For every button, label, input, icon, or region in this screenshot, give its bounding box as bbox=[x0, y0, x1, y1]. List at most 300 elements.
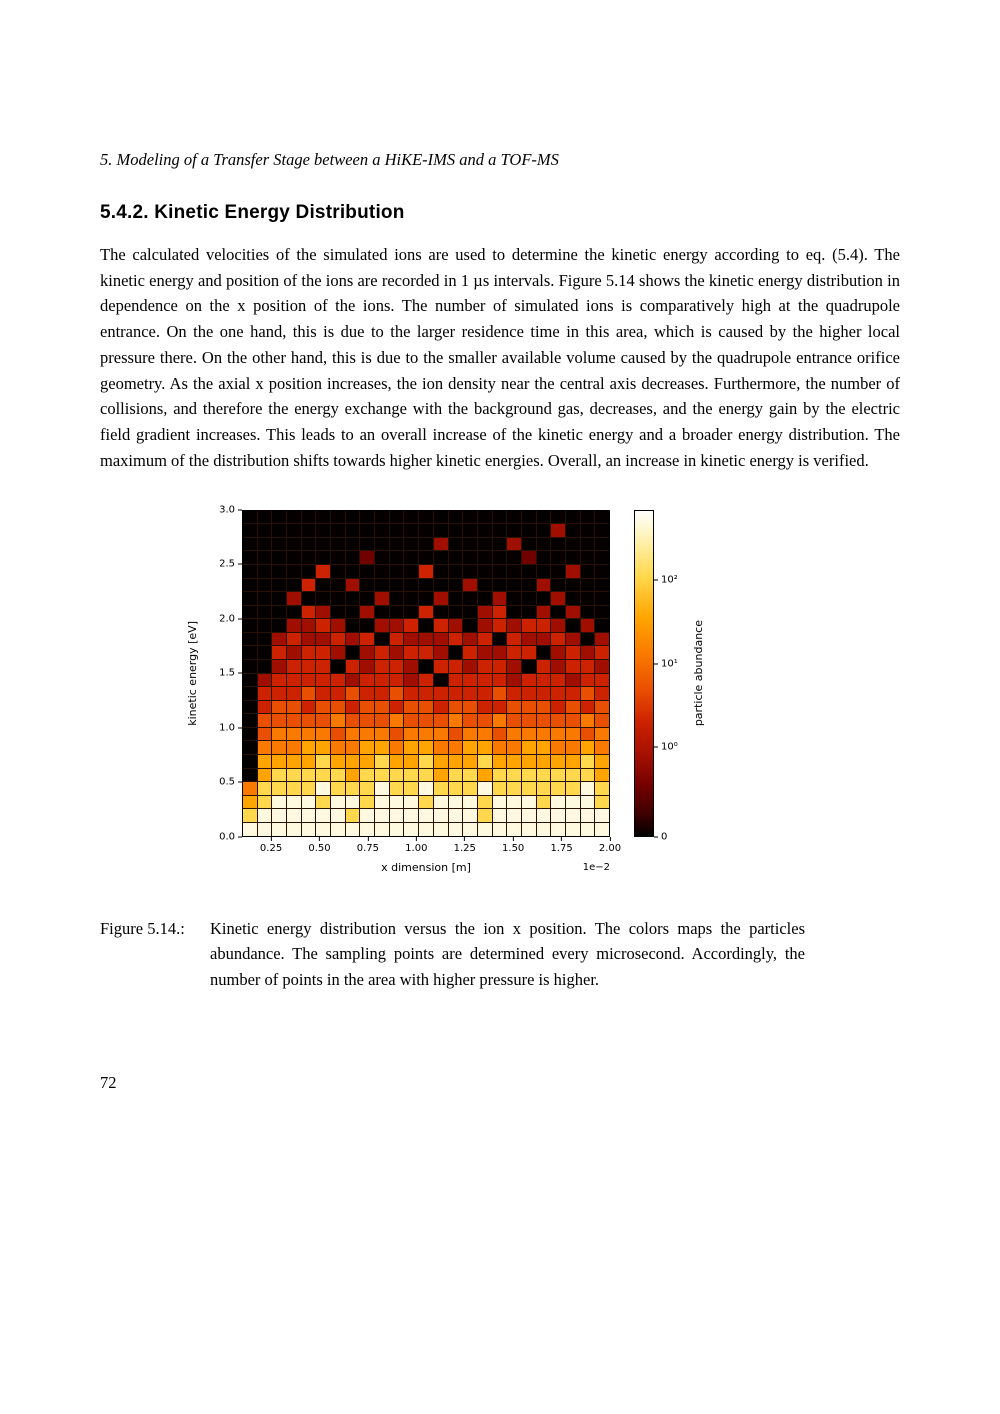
heatmap-cell bbox=[595, 511, 609, 524]
x-tick-label: 2.00 bbox=[599, 837, 621, 854]
heatmap-cell bbox=[287, 646, 301, 659]
heatmap-cell bbox=[566, 674, 580, 687]
heatmap-cell bbox=[287, 538, 301, 551]
heatmap-cell bbox=[258, 728, 272, 741]
heatmap-cell bbox=[390, 674, 404, 687]
heatmap-cell bbox=[493, 538, 507, 551]
heatmap-cell bbox=[258, 538, 272, 551]
heatmap-cell bbox=[419, 782, 433, 795]
heatmap-cell bbox=[302, 511, 316, 524]
heatmap-cell bbox=[375, 728, 389, 741]
heatmap-cell bbox=[287, 660, 301, 673]
heatmap-cell bbox=[595, 741, 609, 754]
heatmap-cell bbox=[449, 592, 463, 605]
heatmap-cell bbox=[419, 538, 433, 551]
heatmap-cell bbox=[507, 592, 521, 605]
heatmap-cell bbox=[360, 606, 374, 619]
heatmap-cell bbox=[272, 809, 286, 822]
heatmap-cell bbox=[595, 579, 609, 592]
heatmap-cell bbox=[493, 674, 507, 687]
heatmap-cell bbox=[566, 714, 580, 727]
x-axis-label-row bbox=[242, 861, 610, 874]
heatmap-cell bbox=[581, 714, 595, 727]
heatmap-cell bbox=[463, 579, 477, 592]
heatmap-cell bbox=[551, 728, 565, 741]
heatmap-cell bbox=[316, 551, 330, 564]
heatmap-cell bbox=[434, 687, 448, 700]
heatmap-cell bbox=[434, 511, 448, 524]
heatmap-cell bbox=[581, 524, 595, 537]
heatmap-cell bbox=[375, 674, 389, 687]
heatmap-chart bbox=[186, 504, 900, 874]
heatmap-cell bbox=[537, 741, 551, 754]
heatmap-cell bbox=[449, 823, 463, 836]
heatmap-cell bbox=[434, 660, 448, 673]
heatmap-cell bbox=[360, 701, 374, 714]
heatmap-cell bbox=[581, 633, 595, 646]
heatmap-cell bbox=[507, 782, 521, 795]
heatmap-cell bbox=[493, 728, 507, 741]
heatmap-cell bbox=[331, 687, 345, 700]
heatmap-cell bbox=[419, 592, 433, 605]
heatmap-cell bbox=[478, 674, 492, 687]
heatmap-grid bbox=[243, 511, 609, 836]
heatmap-cell bbox=[404, 538, 418, 551]
heatmap-cell bbox=[419, 674, 433, 687]
heatmap-cell bbox=[243, 809, 257, 822]
heatmap-cell bbox=[493, 769, 507, 782]
heatmap-cell bbox=[316, 741, 330, 754]
heatmap-cell bbox=[258, 551, 272, 564]
heatmap-cell bbox=[478, 701, 492, 714]
heatmap-cell bbox=[478, 592, 492, 605]
heatmap-cell bbox=[581, 538, 595, 551]
heatmap-cell bbox=[419, 701, 433, 714]
heatmap-cell bbox=[507, 633, 521, 646]
heatmap-cell bbox=[595, 728, 609, 741]
heatmap-cell bbox=[404, 714, 418, 727]
heatmap-cell bbox=[243, 660, 257, 673]
heatmap-cell bbox=[302, 687, 316, 700]
heatmap-cell bbox=[595, 714, 609, 727]
heatmap-cell bbox=[478, 796, 492, 809]
heatmap-cell bbox=[375, 755, 389, 768]
heatmap-cell bbox=[537, 769, 551, 782]
heatmap-cell bbox=[463, 769, 477, 782]
heatmap-cell bbox=[537, 660, 551, 673]
heatmap-cell bbox=[316, 687, 330, 700]
heatmap-cell bbox=[316, 592, 330, 605]
heatmap-cell bbox=[302, 728, 316, 741]
heatmap-cell bbox=[258, 592, 272, 605]
heatmap-cell bbox=[360, 823, 374, 836]
heatmap-cell bbox=[316, 511, 330, 524]
heatmap-cell bbox=[493, 809, 507, 822]
heatmap-cell bbox=[302, 538, 316, 551]
heatmap-cell bbox=[390, 782, 404, 795]
heatmap-cell bbox=[551, 796, 565, 809]
heatmap-cell bbox=[272, 687, 286, 700]
heatmap-cell bbox=[272, 674, 286, 687]
heatmap-cell bbox=[463, 511, 477, 524]
heatmap-cell bbox=[243, 646, 257, 659]
y-tick-label: 2.0 bbox=[219, 613, 242, 624]
x-tick-label: 1.50 bbox=[502, 837, 524, 854]
heatmap-cell bbox=[360, 674, 374, 687]
heatmap-cell bbox=[522, 809, 536, 822]
heatmap-cell bbox=[434, 524, 448, 537]
heatmap-cell bbox=[316, 633, 330, 646]
heatmap-cell bbox=[522, 728, 536, 741]
heatmap-cell bbox=[258, 796, 272, 809]
heatmap-cell bbox=[507, 687, 521, 700]
heatmap-cell bbox=[522, 633, 536, 646]
heatmap-cell bbox=[346, 809, 360, 822]
heatmap-cell bbox=[522, 579, 536, 592]
x-axis bbox=[242, 837, 622, 859]
heatmap-cell bbox=[375, 782, 389, 795]
figure-5-14 bbox=[186, 504, 900, 874]
heatmap-cell bbox=[507, 796, 521, 809]
heatmap-cell bbox=[434, 809, 448, 822]
heatmap-cell bbox=[551, 701, 565, 714]
heatmap-cell bbox=[258, 606, 272, 619]
heatmap-cell bbox=[360, 579, 374, 592]
heatmap-cell bbox=[478, 646, 492, 659]
heatmap-cell bbox=[375, 524, 389, 537]
heatmap-cell bbox=[493, 579, 507, 592]
heatmap-cell bbox=[463, 701, 477, 714]
heatmap-cell bbox=[360, 782, 374, 795]
heatmap-cell bbox=[243, 701, 257, 714]
heatmap-cell bbox=[434, 741, 448, 754]
heatmap-cell bbox=[375, 660, 389, 673]
heatmap-cell bbox=[331, 809, 345, 822]
heatmap-cell bbox=[566, 796, 580, 809]
heatmap-cell bbox=[316, 809, 330, 822]
x-tick-label: 1.00 bbox=[405, 837, 427, 854]
heatmap-cell bbox=[522, 551, 536, 564]
heatmap-cell bbox=[581, 660, 595, 673]
heatmap-cell bbox=[463, 524, 477, 537]
heatmap-cell bbox=[507, 714, 521, 727]
heatmap-cell bbox=[404, 579, 418, 592]
heatmap-cell bbox=[243, 633, 257, 646]
heatmap-cell bbox=[331, 538, 345, 551]
y-tick-label: 0.5 bbox=[219, 777, 242, 788]
heatmap-cell bbox=[243, 606, 257, 619]
heatmap-cell bbox=[419, 660, 433, 673]
heatmap-cell bbox=[478, 565, 492, 578]
heatmap-cell bbox=[346, 782, 360, 795]
heatmap-cell bbox=[537, 646, 551, 659]
heatmap-cell bbox=[522, 796, 536, 809]
heatmap-cell bbox=[419, 511, 433, 524]
heatmap-cell bbox=[272, 592, 286, 605]
heatmap-cell bbox=[404, 769, 418, 782]
heatmap-cell bbox=[434, 619, 448, 632]
heatmap-cell bbox=[390, 565, 404, 578]
heatmap-cell bbox=[287, 796, 301, 809]
heatmap-cell bbox=[493, 619, 507, 632]
heatmap-cell bbox=[360, 741, 374, 754]
heatmap-cell bbox=[404, 823, 418, 836]
heatmap-cell bbox=[478, 809, 492, 822]
heatmap-cell bbox=[346, 606, 360, 619]
heatmap-cell bbox=[360, 769, 374, 782]
heatmap-cell bbox=[434, 796, 448, 809]
heatmap-cell bbox=[463, 606, 477, 619]
heatmap-cell bbox=[331, 660, 345, 673]
heatmap-cell bbox=[551, 606, 565, 619]
heatmap-cell bbox=[463, 782, 477, 795]
heatmap-cell bbox=[360, 660, 374, 673]
heatmap-cell bbox=[272, 606, 286, 619]
heatmap-cell bbox=[375, 796, 389, 809]
heatmap-cell bbox=[346, 687, 360, 700]
heatmap-cell bbox=[346, 728, 360, 741]
heatmap-cell bbox=[478, 551, 492, 564]
heatmap-cell bbox=[551, 579, 565, 592]
heatmap-cell bbox=[302, 579, 316, 592]
heatmap-cell bbox=[272, 619, 286, 632]
heatmap-cell bbox=[493, 511, 507, 524]
heatmap-cell bbox=[287, 551, 301, 564]
heatmap-cell bbox=[551, 769, 565, 782]
heatmap-cell bbox=[243, 687, 257, 700]
heatmap-cell bbox=[243, 619, 257, 632]
heatmap-cell bbox=[507, 660, 521, 673]
heatmap-cell bbox=[493, 755, 507, 768]
heatmap-cell bbox=[551, 741, 565, 754]
heatmap-cell bbox=[375, 633, 389, 646]
heatmap-cell bbox=[566, 633, 580, 646]
heatmap-cell bbox=[581, 701, 595, 714]
heatmap-cell bbox=[478, 619, 492, 632]
heatmap-cell bbox=[258, 565, 272, 578]
heatmap-cell bbox=[331, 782, 345, 795]
colorbar-tick-label: 0 bbox=[654, 831, 667, 842]
heatmap-cell bbox=[493, 782, 507, 795]
heatmap-cell bbox=[360, 809, 374, 822]
colorbar-tick-label: 10⁰ bbox=[654, 741, 678, 752]
heatmap-cell bbox=[287, 619, 301, 632]
heatmap-cell bbox=[463, 660, 477, 673]
heatmap-cell bbox=[434, 782, 448, 795]
heatmap-cell bbox=[493, 633, 507, 646]
heatmap-cell bbox=[243, 511, 257, 524]
heatmap-cell bbox=[522, 592, 536, 605]
heatmap-cell bbox=[316, 524, 330, 537]
heatmap-cell bbox=[434, 538, 448, 551]
heatmap-cell bbox=[360, 592, 374, 605]
heatmap-cell bbox=[537, 606, 551, 619]
figure-caption-label: Figure 5.14.: bbox=[100, 918, 185, 938]
heatmap-cell bbox=[434, 755, 448, 768]
heatmap-cell bbox=[581, 579, 595, 592]
heatmap-cell bbox=[272, 633, 286, 646]
heatmap-cell bbox=[551, 809, 565, 822]
heatmap-cell bbox=[243, 782, 257, 795]
heatmap-cell bbox=[346, 646, 360, 659]
heatmap-cell bbox=[272, 524, 286, 537]
x-tick-label: 0.50 bbox=[308, 837, 330, 854]
heatmap-cell bbox=[419, 823, 433, 836]
heatmap-cell bbox=[375, 809, 389, 822]
heatmap-cell bbox=[404, 674, 418, 687]
heatmap-cell bbox=[537, 524, 551, 537]
heatmap-cell bbox=[302, 809, 316, 822]
heatmap-cell bbox=[566, 579, 580, 592]
heatmap-cell bbox=[434, 674, 448, 687]
heatmap-cell bbox=[419, 769, 433, 782]
heatmap-cell bbox=[595, 646, 609, 659]
heatmap-cell bbox=[375, 714, 389, 727]
heatmap-cell bbox=[243, 714, 257, 727]
heatmap-cell bbox=[390, 646, 404, 659]
body-paragraph: The calculated velocities of the simulated ions are used to determine the kinetic energy according to eq. (5.4). The kinetic energy and position of the ions are recorded in 1 µs intervals. Figure 5.14 shows the kinetic energy distribution in dependence on the x position of the ions. The number of simulated ions is comparatively high at the quadrupole entrance. On the one hand, this is due to the larger residence time in this area, which is caused by the higher local pressure there. On the other hand, this is due to the smaller available volume caused by the quadrupole entrance orifice geometry. As the axial x position increases, the ion density near the central axis decreases. Furthermore, the number of collisions, and therefore the energy exchange with the background gas, decreases, and the energy gain by the electric field gradient increases. This leads to an overall increase of the kinetic energy and a broader energy distribution. The maximum of the distribution shifts towards higher kinetic energies. Overall, an increase in kinetic energy is verified. bbox=[100, 245, 900, 470]
heatmap-cell bbox=[272, 714, 286, 727]
heatmap-cell bbox=[272, 782, 286, 795]
heatmap-cell bbox=[449, 714, 463, 727]
heatmap-cell bbox=[522, 714, 536, 727]
heatmap-cell bbox=[258, 619, 272, 632]
heatmap-cell bbox=[551, 619, 565, 632]
heatmap-cell bbox=[478, 579, 492, 592]
heatmap-cell bbox=[449, 769, 463, 782]
heatmap-cell bbox=[404, 809, 418, 822]
heatmap-cell bbox=[522, 769, 536, 782]
heatmap-cell bbox=[449, 619, 463, 632]
heatmap-cell bbox=[243, 565, 257, 578]
x-tick-label: 1.25 bbox=[454, 837, 476, 854]
heatmap-cell bbox=[302, 823, 316, 836]
heatmap-cell bbox=[375, 619, 389, 632]
heatmap-cell bbox=[375, 579, 389, 592]
heatmap-cell bbox=[566, 809, 580, 822]
heatmap-cell bbox=[331, 579, 345, 592]
heatmap-cell bbox=[375, 646, 389, 659]
heatmap-cell bbox=[522, 741, 536, 754]
heatmap-cell bbox=[390, 809, 404, 822]
heatmap-cell bbox=[566, 701, 580, 714]
heatmap-cell bbox=[287, 701, 301, 714]
heatmap-cell bbox=[566, 769, 580, 782]
heatmap-cell bbox=[537, 579, 551, 592]
heatmap-cell bbox=[375, 687, 389, 700]
heatmap-cell bbox=[581, 592, 595, 605]
heatmap-cell bbox=[302, 606, 316, 619]
heatmap-cell bbox=[595, 755, 609, 768]
heatmap-cell bbox=[449, 606, 463, 619]
heatmap-cell bbox=[463, 538, 477, 551]
heatmap-cell bbox=[419, 646, 433, 659]
heatmap-cell bbox=[287, 687, 301, 700]
heatmap-cell bbox=[390, 524, 404, 537]
heatmap-cell bbox=[478, 755, 492, 768]
heatmap-cell bbox=[302, 565, 316, 578]
heatmap-cell bbox=[493, 565, 507, 578]
heatmap-cell bbox=[507, 646, 521, 659]
heatmap-cell bbox=[566, 687, 580, 700]
heatmap-cell bbox=[551, 538, 565, 551]
heatmap-cell bbox=[287, 606, 301, 619]
heatmap-cell bbox=[478, 538, 492, 551]
heatmap-cell bbox=[287, 714, 301, 727]
heatmap-cell bbox=[243, 579, 257, 592]
heatmap-cell bbox=[478, 728, 492, 741]
heatmap-cell bbox=[434, 565, 448, 578]
heatmap-cell bbox=[404, 728, 418, 741]
heatmap-cell bbox=[375, 823, 389, 836]
heatmap-cell bbox=[595, 769, 609, 782]
heatmap-cell bbox=[243, 741, 257, 754]
heatmap-cell bbox=[390, 769, 404, 782]
heatmap-cell bbox=[390, 796, 404, 809]
heatmap-cell bbox=[390, 823, 404, 836]
heatmap-cell bbox=[404, 524, 418, 537]
heatmap-cell bbox=[287, 565, 301, 578]
heatmap-cell bbox=[390, 714, 404, 727]
heatmap-cell bbox=[463, 796, 477, 809]
heatmap-cell bbox=[463, 619, 477, 632]
heatmap-cell bbox=[331, 701, 345, 714]
heatmap-cell bbox=[419, 755, 433, 768]
heatmap-cell bbox=[419, 565, 433, 578]
heatmap-cell bbox=[331, 551, 345, 564]
heatmap-cell bbox=[434, 769, 448, 782]
heatmap-cell bbox=[316, 823, 330, 836]
heatmap-cell bbox=[390, 579, 404, 592]
heatmap-cell bbox=[390, 701, 404, 714]
heatmap-cell bbox=[537, 796, 551, 809]
heatmap-cell bbox=[272, 551, 286, 564]
heatmap-cell bbox=[507, 606, 521, 619]
heatmap-cell bbox=[566, 741, 580, 754]
running-head: 5. Modeling of a Transfer Stage between a HiKE-IMS and a TOF-MS bbox=[100, 150, 559, 169]
heatmap-cell bbox=[302, 646, 316, 659]
heatmap-cell bbox=[404, 755, 418, 768]
heatmap-cell bbox=[522, 823, 536, 836]
heatmap-cell bbox=[272, 565, 286, 578]
heatmap-cell bbox=[566, 511, 580, 524]
y-axis bbox=[204, 504, 242, 843]
heatmap-cell bbox=[390, 551, 404, 564]
heatmap-cell bbox=[595, 809, 609, 822]
heatmap-cell bbox=[493, 660, 507, 673]
heatmap-cell bbox=[390, 606, 404, 619]
heatmap-cell bbox=[434, 646, 448, 659]
heatmap-cell bbox=[302, 782, 316, 795]
heatmap-cell bbox=[595, 538, 609, 551]
heatmap-cell bbox=[537, 687, 551, 700]
heatmap-cell bbox=[463, 592, 477, 605]
heatmap-cell bbox=[331, 646, 345, 659]
heatmap-cell bbox=[595, 796, 609, 809]
heatmap-cell bbox=[258, 714, 272, 727]
heatmap-cell bbox=[507, 809, 521, 822]
heatmap-cell bbox=[360, 687, 374, 700]
heatmap-cell bbox=[478, 687, 492, 700]
heatmap-cell bbox=[507, 701, 521, 714]
heatmap-cell bbox=[449, 809, 463, 822]
heatmap-cell bbox=[375, 592, 389, 605]
heatmap-cell bbox=[507, 674, 521, 687]
heatmap-cell bbox=[434, 592, 448, 605]
heatmap-cell bbox=[272, 646, 286, 659]
heatmap-cell bbox=[581, 809, 595, 822]
heatmap-cell bbox=[419, 809, 433, 822]
